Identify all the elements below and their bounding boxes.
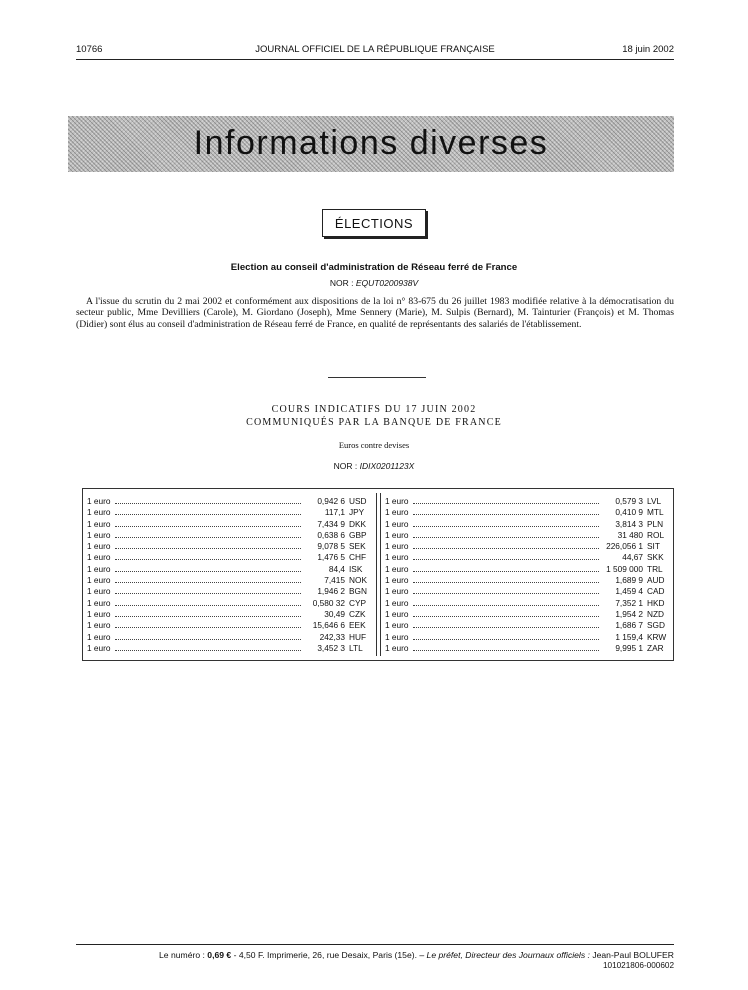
rate-unit-label: 1 euro	[385, 620, 409, 631]
nor-label: NOR :	[333, 461, 358, 471]
rate-value: 30,49	[324, 608, 345, 619]
article-body: A l'issue du scrutin du 2 mai 2002 et conformément aux dispositions de la loi n° 83-675 du 26 juillet 1983 modifiée relative à la démocratisation du secteur public, Mme Devilliers (Carole), M. Giordano (Joseph), Mme Sennery (Marie), M. Sulpis (Bernard), M. Tainturier (François) et M. Thomas (Didier) sont élus au conseil d'administration de Réseau ferré de France, en qualité de représentants des salariés de l'établissement.	[76, 296, 674, 330]
nor-code: IDIX0201123X	[359, 461, 415, 471]
footer-price: 0,69 €	[207, 950, 232, 960]
rate-row	[385, 564, 673, 575]
rate-row	[87, 586, 375, 597]
rate-value: 0,579 3	[615, 496, 643, 506]
rate-unit-label: 1 euro	[87, 586, 111, 597]
page-footer	[76, 950, 674, 970]
leader-dots	[115, 616, 301, 617]
leader-dots	[413, 616, 599, 617]
rate-value: 0,638 6	[317, 529, 345, 540]
journal-title: JOURNAL OFFICIEL DE LA RÉPUBLIQUE FRANÇAISE	[255, 44, 495, 55]
rate-row	[385, 507, 673, 518]
article-title: Election au conseil d'administration de Réseau ferré de France	[230, 262, 518, 273]
currency-code: USD	[349, 496, 367, 506]
nor-code: EQUT0200938V	[355, 278, 419, 288]
rate-row	[385, 586, 673, 597]
leader-dots	[413, 650, 599, 651]
rates-nor	[0, 461, 748, 471]
rate-value: 84,4	[328, 563, 345, 574]
leader-dots	[115, 559, 301, 560]
currency-code: PLN	[647, 518, 664, 529]
currency-code: MTL	[647, 507, 664, 518]
rate-unit-label: 1 euro	[87, 507, 111, 518]
rate-unit-label: 1 euro	[385, 496, 409, 506]
currency-code: ROL	[647, 529, 665, 540]
currency-code: EEK	[349, 620, 366, 631]
rate-row	[385, 609, 673, 620]
rates-title-line2: COMMUNIQUÉS PAR LA BANQUE DE FRANCE	[246, 417, 502, 428]
rate-row	[385, 541, 673, 552]
currency-code: SEK	[349, 541, 366, 552]
rate-row	[87, 609, 375, 620]
rate-row	[385, 632, 673, 643]
banner-title: Informations diverses	[193, 124, 549, 162]
rate-value: 7,434 9	[317, 518, 345, 529]
currency-code: AUD	[647, 575, 665, 586]
currency-code: TRL	[647, 563, 663, 574]
rate-row	[385, 530, 673, 541]
rates-column-right	[385, 496, 673, 654]
currency-code: ZAR	[647, 642, 664, 653]
currency-code: BGN	[349, 586, 367, 597]
section-banner	[68, 116, 674, 172]
leader-dots	[115, 503, 301, 504]
rate-unit-label: 1 euro	[385, 575, 409, 586]
rate-row	[87, 598, 375, 609]
currency-code: SGD	[647, 620, 665, 631]
leader-dots	[115, 514, 301, 515]
section-label: ÉLECTIONS	[334, 215, 414, 231]
rate-row	[385, 552, 673, 563]
rate-value: 1,476 5	[317, 552, 345, 563]
rate-row	[87, 632, 375, 643]
rate-unit-label: 1 euro	[385, 552, 409, 563]
leader-dots	[115, 571, 301, 572]
article-nor	[0, 278, 748, 288]
rate-value: 1,689 9	[615, 575, 643, 586]
rate-value: 7,415	[324, 575, 345, 586]
rate-row	[385, 620, 673, 631]
rate-value: 9,078 5	[317, 541, 345, 552]
currency-code: JPY	[349, 507, 365, 518]
rate-unit-label: 1 euro	[87, 496, 111, 506]
rate-unit-label: 1 euro	[385, 642, 409, 653]
rates-column-left	[87, 496, 375, 654]
rate-value: 9,995 1	[615, 642, 643, 653]
rate-row	[385, 598, 673, 609]
rate-row	[87, 519, 375, 530]
rate-value: 0,942 6	[317, 496, 345, 506]
currency-code: NZD	[647, 608, 665, 619]
rate-row	[385, 496, 673, 507]
footer-price-label: Le numéro :	[159, 950, 205, 960]
currency-code: LTL	[349, 642, 363, 653]
nor-label: NOR :	[329, 278, 354, 288]
rate-unit-label: 1 euro	[87, 620, 111, 631]
leader-dots	[115, 548, 301, 549]
rate-row	[87, 575, 375, 586]
leader-dots	[115, 593, 301, 594]
page-number: 10766	[76, 44, 103, 55]
rate-unit-label: 1 euro	[87, 518, 111, 529]
currency-code: CAD	[647, 586, 665, 597]
rate-unit-label: 1 euro	[87, 642, 111, 653]
rate-unit-label: 1 euro	[87, 575, 111, 586]
leader-dots	[413, 537, 599, 538]
leader-dots	[413, 605, 599, 606]
section-label-box	[322, 209, 426, 237]
leader-dots	[115, 537, 301, 538]
leader-dots	[413, 503, 599, 504]
leader-dots	[413, 571, 599, 572]
currency-code: SIT	[647, 541, 660, 552]
rates-subtitle: Euros contre devises	[338, 440, 410, 450]
rate-unit-label: 1 euro	[385, 608, 409, 619]
rate-row	[87, 496, 375, 507]
leader-dots	[115, 605, 301, 606]
rate-row	[87, 552, 375, 563]
rate-unit-label: 1 euro	[385, 586, 409, 597]
rate-value: 3,814 3	[615, 518, 643, 529]
leader-dots	[413, 548, 599, 549]
footer-director-title: – Le préfet, Directeur des Journaux officiels :	[419, 950, 590, 960]
rate-value: 3,452 3	[317, 642, 345, 653]
rate-unit-label: 1 euro	[385, 563, 409, 574]
footer-director: Jean-Paul BOLUFER	[592, 950, 674, 960]
currency-code: SKK	[647, 552, 664, 563]
header-rule	[76, 59, 674, 60]
rate-row	[87, 507, 375, 518]
rate-unit-label: 1 euro	[385, 507, 409, 518]
rate-value: 117,1	[324, 507, 345, 518]
issue-date: 18 juin 2002	[622, 44, 674, 55]
leader-dots	[115, 582, 301, 583]
currency-code: DKK	[349, 518, 367, 529]
rate-unit-label: 1 euro	[385, 529, 409, 540]
rate-row	[385, 575, 673, 586]
leader-dots	[413, 593, 599, 594]
currency-code: GBP	[349, 529, 367, 540]
rates-title	[0, 403, 748, 429]
currency-code: CHF	[349, 552, 367, 563]
rate-value: 1,954 2	[615, 608, 643, 619]
rate-row	[385, 643, 673, 654]
rate-row	[87, 541, 375, 552]
rate-unit-label: 1 euro	[87, 563, 111, 574]
leader-dots	[413, 559, 599, 560]
currency-code: KRW	[647, 631, 667, 642]
rate-value: 44,67	[622, 552, 643, 563]
rate-value: 1,946 2	[317, 586, 345, 597]
rate-unit-label: 1 euro	[87, 631, 111, 642]
article-divider	[328, 377, 426, 378]
column-separator	[376, 493, 381, 656]
currency-code: ISK	[349, 563, 363, 574]
rate-unit-label: 1 euro	[87, 529, 111, 540]
leader-dots	[413, 639, 599, 640]
rate-row	[385, 519, 673, 530]
leader-dots	[413, 514, 599, 515]
rate-value: 1,459 4	[615, 586, 643, 597]
rate-value: 0,580 32	[312, 597, 345, 608]
leader-dots	[413, 526, 599, 527]
currency-code: CYP	[349, 597, 367, 608]
rate-value: 1 159,4	[615, 631, 643, 642]
rate-row	[87, 620, 375, 631]
currency-code: LVL	[647, 496, 662, 506]
rate-row	[87, 564, 375, 575]
leader-dots	[115, 650, 301, 651]
rate-unit-label: 1 euro	[87, 608, 111, 619]
rate-unit-label: 1 euro	[385, 518, 409, 529]
footer-printer: - 4,50 F. Imprimerie, 26, rue Desaix, Paris (15e).	[233, 950, 417, 960]
rate-value: 1 509 000	[606, 563, 643, 574]
rate-value: 242,33	[319, 631, 345, 642]
rate-unit-label: 1 euro	[385, 597, 409, 608]
rate-row	[87, 643, 375, 654]
leader-dots	[115, 526, 301, 527]
footer-rule	[76, 944, 674, 945]
rate-row	[87, 530, 375, 541]
rate-unit-label: 1 euro	[385, 541, 409, 552]
rate-unit-label: 1 euro	[385, 631, 409, 642]
rate-value: 7,352 1	[615, 597, 643, 608]
rate-value: 0,410 9	[615, 507, 643, 518]
rate-unit-label: 1 euro	[87, 541, 111, 552]
currency-code: NOK	[349, 575, 367, 586]
leader-dots	[413, 627, 599, 628]
leader-dots	[115, 639, 301, 640]
rate-value: 31 480	[617, 529, 643, 540]
rate-value: 15,646 6	[312, 620, 345, 631]
rates-title-line1: COURS INDICATIFS DU 17 JUIN 2002	[271, 404, 477, 415]
leader-dots	[413, 582, 599, 583]
currency-code: HUF	[349, 631, 367, 642]
currency-code: CZK	[349, 608, 366, 619]
rate-value: 1,686 7	[615, 620, 643, 631]
footer-reference: 101021806-000602	[602, 961, 674, 970]
rate-unit-label: 1 euro	[87, 597, 111, 608]
currency-code: HKD	[647, 597, 665, 608]
rate-unit-label: 1 euro	[87, 552, 111, 563]
rates-table	[82, 488, 674, 661]
leader-dots	[115, 627, 301, 628]
rate-value: 226,056 1	[606, 541, 643, 552]
